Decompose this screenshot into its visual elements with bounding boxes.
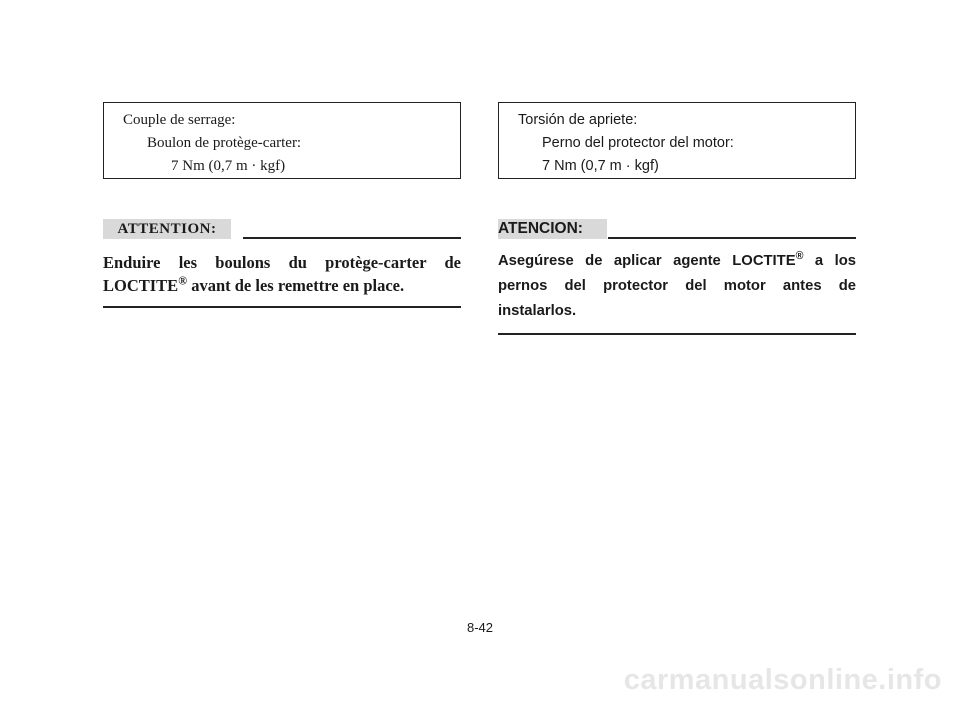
registered-mark-es: ®: [795, 250, 804, 263]
attention-text-es-main: Asegúrese de aplicar agente LOCTITE: [498, 253, 796, 269]
torque-spec-part-es: Perno del protector del motor:: [542, 135, 734, 151]
torque-spec-title-fr: Couple de serrage:: [123, 112, 236, 128]
attention-rule-es: [608, 237, 856, 239]
french-column: [103, 102, 461, 308]
torque-spec-title-es: Torsión de apriete:: [518, 112, 638, 128]
attention-text-fr: [103, 251, 461, 297]
attention-text-es-end: a los pernos del protector del motor antes de instalarlos.: [498, 253, 856, 319]
attention-label-fr: ATTENTION:: [103, 219, 231, 239]
torque-spec-value-fr: 7 Nm (0,7 m · kgf): [171, 158, 286, 174]
spanish-column: [498, 102, 856, 335]
registered-mark-fr: ®: [178, 273, 188, 288]
attention-text-fr-main: Enduire les boulons du protège-carter de LOCTITE: [103, 253, 461, 295]
attention-label-es: ATENCION:: [498, 219, 607, 239]
page-number: 8-42: [466, 620, 494, 635]
torque-spec-value-es: 7 Nm (0,7 m · kgf): [542, 158, 659, 174]
attention-text-fr-end: avant de les remettre en place.: [187, 276, 405, 295]
torque-spec-part-fr: Boulon de protège-carter:: [147, 135, 302, 151]
attention-rule-fr: [243, 237, 461, 239]
attention-end-rule-fr: [103, 306, 461, 308]
watermark: carmanualsonline.info: [623, 664, 942, 696]
attention-header-fr: [103, 219, 461, 241]
torque-spec-box-es: [498, 102, 856, 179]
torque-spec-box-fr: [103, 102, 461, 179]
attention-text-es: [498, 249, 856, 324]
attention-end-rule-es: [498, 333, 856, 335]
attention-header-es: [498, 219, 856, 241]
